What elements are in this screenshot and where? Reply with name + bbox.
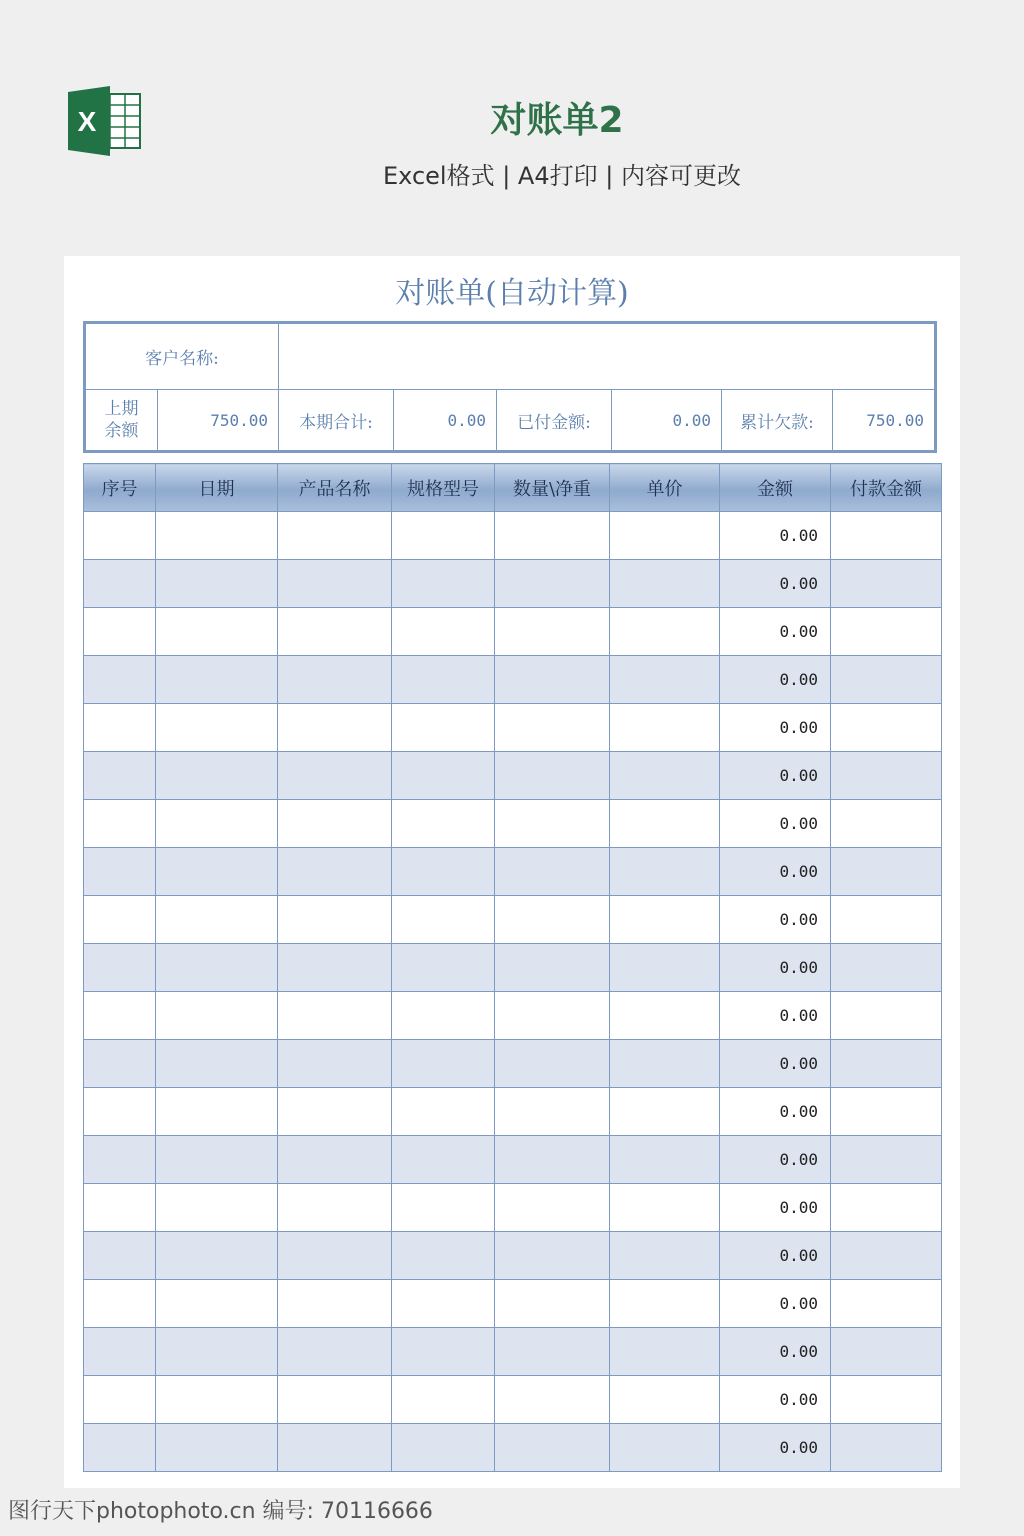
table-cell[interactable]	[278, 1328, 392, 1376]
table-cell[interactable]	[84, 800, 156, 848]
amount-cell[interactable]: 0.00	[720, 992, 831, 1040]
col-header-unit-price: 单价	[610, 464, 720, 512]
table-cell[interactable]	[84, 1040, 156, 1088]
table-cell[interactable]	[278, 1232, 392, 1280]
table-row	[84, 1136, 942, 1184]
table-row	[84, 1280, 942, 1328]
table-cell[interactable]	[156, 656, 278, 704]
table-cell[interactable]	[831, 800, 942, 848]
table-row	[84, 1232, 942, 1280]
table-cell[interactable]	[156, 1040, 278, 1088]
table-cell[interactable]	[84, 992, 156, 1040]
customer-name-input[interactable]	[279, 324, 934, 390]
table-cell[interactable]	[84, 848, 156, 896]
table-cell[interactable]	[278, 656, 392, 704]
table-cell[interactable]	[610, 1040, 720, 1088]
table-cell[interactable]	[278, 608, 392, 656]
table-cell[interactable]	[831, 848, 942, 896]
col-header-amount: 金额	[720, 464, 831, 512]
table-cell[interactable]	[392, 512, 495, 560]
watermark: 图行天下photophoto.cn 编号: 70116666	[8, 1499, 433, 1524]
table-cell[interactable]	[84, 1328, 156, 1376]
table-cell[interactable]	[392, 752, 495, 800]
table-cell[interactable]	[278, 944, 392, 992]
info-box	[83, 321, 937, 453]
table-row	[84, 752, 942, 800]
table-cell[interactable]	[84, 704, 156, 752]
table-cell[interactable]	[84, 1136, 156, 1184]
table-cell[interactable]	[392, 896, 495, 944]
table-cell[interactable]	[610, 800, 720, 848]
table-row	[84, 896, 942, 944]
table-cell[interactable]	[278, 1424, 392, 1472]
table-cell[interactable]	[84, 512, 156, 560]
detail-table	[83, 463, 942, 1472]
owed-amount-label: 累计欠款:	[722, 390, 833, 450]
table-cell[interactable]	[610, 704, 720, 752]
table-cell[interactable]	[156, 752, 278, 800]
table-cell[interactable]	[495, 1280, 610, 1328]
table-cell[interactable]	[84, 1232, 156, 1280]
table-cell[interactable]	[156, 896, 278, 944]
amount-cell[interactable]: 0.00	[720, 752, 831, 800]
table-cell[interactable]	[831, 1040, 942, 1088]
table-cell[interactable]	[831, 1136, 942, 1184]
table-cell[interactable]	[84, 1280, 156, 1328]
table-cell[interactable]	[610, 1184, 720, 1232]
table-cell[interactable]	[831, 512, 942, 560]
table-row	[84, 560, 942, 608]
table-cell[interactable]	[392, 848, 495, 896]
table-cell[interactable]	[831, 896, 942, 944]
table-cell[interactable]	[392, 1184, 495, 1232]
table-cell[interactable]	[610, 560, 720, 608]
table-cell[interactable]	[495, 1136, 610, 1184]
table-cell[interactable]	[156, 1424, 278, 1472]
prev-balance-value[interactable]: 750.00	[158, 390, 279, 450]
period-total-value[interactable]: 0.00	[394, 390, 497, 450]
table-cell[interactable]	[156, 1184, 278, 1232]
table-cell[interactable]	[156, 1232, 278, 1280]
table-cell[interactable]	[278, 848, 392, 896]
table-cell[interactable]	[278, 896, 392, 944]
table-cell[interactable]	[392, 1424, 495, 1472]
table-header-row	[84, 464, 942, 512]
table-cell[interactable]	[84, 608, 156, 656]
table-cell[interactable]	[495, 1184, 610, 1232]
table-cell[interactable]	[831, 1184, 942, 1232]
table-cell[interactable]	[610, 848, 720, 896]
table-cell[interactable]	[278, 800, 392, 848]
amount-cell[interactable]: 0.00	[720, 1136, 831, 1184]
col-header-date: 日期	[156, 464, 278, 512]
table-cell[interactable]	[156, 1088, 278, 1136]
table-cell[interactable]	[84, 1088, 156, 1136]
table-cell[interactable]	[392, 704, 495, 752]
amount-cell[interactable]: 0.00	[720, 1328, 831, 1376]
prev-balance-label: 上期余额	[86, 390, 158, 450]
table-cell[interactable]	[831, 1280, 942, 1328]
table-cell[interactable]	[84, 1376, 156, 1424]
table-cell[interactable]	[392, 1232, 495, 1280]
table-cell[interactable]	[392, 1136, 495, 1184]
table-cell[interactable]	[495, 1040, 610, 1088]
owed-amount-value[interactable]: 750.00	[866, 410, 924, 430]
table-cell[interactable]	[610, 1328, 720, 1376]
table-row	[84, 512, 942, 560]
amount-cell[interactable]: 0.00	[720, 656, 831, 704]
table-cell[interactable]	[610, 1424, 720, 1472]
table-cell[interactable]	[156, 944, 278, 992]
sheet-title: 对账单(自动计算)	[395, 276, 629, 311]
table-cell[interactable]	[495, 752, 610, 800]
table-cell[interactable]	[84, 944, 156, 992]
table-row	[84, 656, 942, 704]
amount-cell[interactable]: 0.00	[720, 848, 831, 896]
amount-cell[interactable]: 0.00	[720, 1424, 831, 1472]
table-row	[84, 704, 942, 752]
amount-cell[interactable]: 0.00	[720, 1184, 831, 1232]
col-header-product: 产品名称	[278, 464, 392, 512]
table-cell[interactable]	[278, 752, 392, 800]
table-cell[interactable]	[278, 704, 392, 752]
amount-cell[interactable]: 0.00	[720, 1040, 831, 1088]
table-cell[interactable]	[392, 560, 495, 608]
table-cell[interactable]	[831, 1376, 942, 1424]
table-cell[interactable]	[495, 656, 610, 704]
amount-cell[interactable]: 0.00	[720, 704, 831, 752]
table-cell[interactable]	[495, 1232, 610, 1280]
table-cell[interactable]	[831, 656, 942, 704]
table-cell[interactable]	[495, 608, 610, 656]
table-cell[interactable]	[156, 848, 278, 896]
table-cell[interactable]	[495, 944, 610, 992]
table-cell[interactable]	[278, 1376, 392, 1424]
amount-cell[interactable]: 0.00	[720, 1232, 831, 1280]
table-cell[interactable]	[392, 608, 495, 656]
table-body	[84, 512, 942, 1472]
table-cell[interactable]	[278, 1088, 392, 1136]
table-row	[84, 1376, 942, 1424]
table-cell[interactable]	[278, 1040, 392, 1088]
table-cell[interactable]	[610, 512, 720, 560]
table-cell[interactable]	[278, 1136, 392, 1184]
table-cell[interactable]	[831, 1232, 942, 1280]
table-cell[interactable]	[495, 992, 610, 1040]
amount-cell[interactable]: 0.00	[720, 1376, 831, 1424]
table-cell[interactable]	[495, 512, 610, 560]
table-cell[interactable]	[831, 608, 942, 656]
table-row	[84, 1184, 942, 1232]
table-cell[interactable]	[495, 800, 610, 848]
table-cell[interactable]	[84, 752, 156, 800]
table-cell[interactable]	[84, 896, 156, 944]
table-cell[interactable]	[392, 1088, 495, 1136]
table-cell[interactable]	[831, 560, 942, 608]
table-cell[interactable]	[156, 608, 278, 656]
table-cell[interactable]	[84, 656, 156, 704]
table-cell[interactable]	[610, 896, 720, 944]
paid-amount-label: 已付金额:	[497, 390, 612, 450]
amount-cell[interactable]: 0.00	[720, 944, 831, 992]
table-row	[84, 1328, 942, 1376]
table-cell[interactable]	[392, 1040, 495, 1088]
table-cell[interactable]	[610, 944, 720, 992]
table-cell[interactable]	[392, 1280, 495, 1328]
table-cell[interactable]	[495, 1424, 610, 1472]
table-row	[84, 944, 942, 992]
table-cell[interactable]	[610, 1136, 720, 1184]
table-row	[84, 848, 942, 896]
table-cell[interactable]	[156, 1328, 278, 1376]
table-cell[interactable]	[610, 1088, 720, 1136]
amount-cell[interactable]: 0.00	[720, 896, 831, 944]
table-cell[interactable]	[610, 1280, 720, 1328]
table-cell[interactable]	[392, 944, 495, 992]
table-cell[interactable]	[610, 608, 720, 656]
table-cell[interactable]	[278, 1280, 392, 1328]
table-cell[interactable]	[610, 992, 720, 1040]
col-header-spec: 规格型号	[392, 464, 495, 512]
table-cell[interactable]	[392, 1376, 495, 1424]
page-subtitle: Excel格式 | A4打印 | 内容可更改	[383, 162, 741, 190]
table-cell[interactable]	[495, 1328, 610, 1376]
table-row	[84, 800, 942, 848]
table-row	[84, 1040, 942, 1088]
amount-cell[interactable]: 0.00	[720, 1088, 831, 1136]
table-cell[interactable]	[831, 1088, 942, 1136]
table-row	[84, 1088, 942, 1136]
period-total-label: 本期合计:	[279, 390, 394, 450]
table-cell[interactable]	[278, 1184, 392, 1232]
table-cell[interactable]	[278, 560, 392, 608]
table-cell[interactable]	[392, 1328, 495, 1376]
table-row	[84, 608, 942, 656]
table-cell[interactable]	[610, 752, 720, 800]
table-cell[interactable]	[156, 560, 278, 608]
table-row	[84, 1424, 942, 1472]
customer-name-label: 客户名称:	[86, 324, 279, 390]
table-cell[interactable]	[495, 1376, 610, 1424]
amount-cell[interactable]: 0.00	[720, 560, 831, 608]
table-cell[interactable]	[495, 1088, 610, 1136]
table-cell[interactable]	[495, 896, 610, 944]
table-cell[interactable]	[84, 1424, 156, 1472]
amount-cell[interactable]: 0.00	[720, 608, 831, 656]
amount-cell[interactable]: 0.00	[720, 512, 831, 560]
table-cell[interactable]	[392, 800, 495, 848]
table-cell[interactable]	[84, 1184, 156, 1232]
table-cell[interactable]	[156, 1376, 278, 1424]
table-row	[84, 992, 942, 1040]
amount-cell[interactable]: 0.00	[720, 1280, 831, 1328]
table-cell[interactable]	[278, 992, 392, 1040]
col-header-quantity: 数量\净重	[495, 464, 610, 512]
table-cell[interactable]	[831, 944, 942, 992]
paid-amount-value[interactable]: 0.00	[612, 390, 722, 450]
table-cell[interactable]	[831, 704, 942, 752]
col-header-payment: 付款金额	[831, 464, 942, 512]
table-cell[interactable]	[278, 512, 392, 560]
table-cell[interactable]	[156, 800, 278, 848]
table-cell[interactable]	[156, 992, 278, 1040]
table-cell[interactable]	[831, 1328, 942, 1376]
table-cell[interactable]	[495, 848, 610, 896]
table-cell[interactable]	[610, 656, 720, 704]
statement-sheet	[64, 256, 960, 1488]
table-cell[interactable]	[156, 704, 278, 752]
table-cell[interactable]	[156, 1136, 278, 1184]
logo-letter: X	[77, 106, 97, 137]
table-cell[interactable]	[610, 1376, 720, 1424]
table-cell[interactable]	[831, 752, 942, 800]
table-cell[interactable]	[392, 656, 495, 704]
table-cell[interactable]	[495, 560, 610, 608]
table-cell[interactable]	[156, 512, 278, 560]
table-cell[interactable]	[392, 992, 495, 1040]
amount-cell[interactable]: 0.00	[720, 800, 831, 848]
table-cell[interactable]	[156, 1280, 278, 1328]
col-header-index: 序号	[84, 464, 156, 512]
table-cell[interactable]	[831, 992, 942, 1040]
table-cell[interactable]	[610, 1232, 720, 1280]
page-title: 对账单2	[490, 100, 624, 141]
table-cell[interactable]	[495, 704, 610, 752]
table-cell[interactable]	[831, 1424, 942, 1472]
table-cell[interactable]	[84, 560, 156, 608]
